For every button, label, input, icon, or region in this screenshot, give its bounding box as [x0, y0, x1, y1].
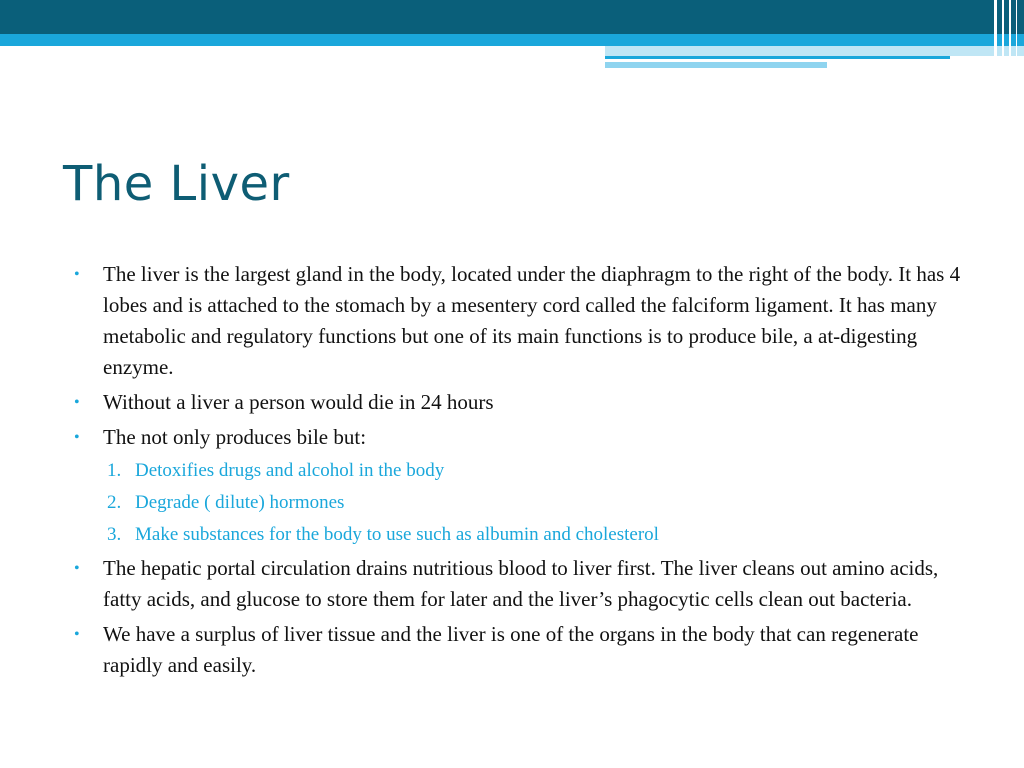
header-stripe — [1002, 0, 1004, 70]
numbered-list — [70, 457, 970, 549]
header-stripe — [1016, 0, 1017, 70]
item-number: 3. — [107, 524, 122, 545]
header-stripe — [1009, 0, 1011, 70]
item-number: 2. — [107, 492, 122, 513]
bullet-icon: • — [74, 626, 80, 643]
bullet-list-continued — [70, 553, 970, 681]
slide-body — [70, 259, 970, 685]
bullet-item — [70, 387, 970, 418]
bullet-text: The liver is the largest gland in the body, located under the diaphragm to the right of the body. It has 4 lobes and is attached to the stomach by a mesentery cord called the falciform ligament. It has many metabolic and regulatory functions but one of its main functions is to produce bile, a at-digesting enzyme. — [103, 262, 961, 379]
numbered-item — [70, 489, 970, 517]
bullet-text: The hepatic portal circulation drains nutritious blood to liver first. The liver cleans out amino acids, fatty acids, and glucose to store them for later and the liver’s phagocytic cells clean out bacteria. — [103, 556, 939, 611]
bullet-list — [70, 259, 970, 453]
bullet-text: Without a liver a person would die in 24 hours — [103, 390, 494, 414]
numbered-text: Detoxifies drugs and alcohol in the body — [135, 460, 445, 481]
header-accent-light — [605, 46, 1024, 56]
item-number: 1. — [107, 460, 122, 481]
numbered-item — [70, 457, 970, 485]
bullet-icon: • — [74, 266, 80, 283]
slide-title: The Liver — [63, 156, 290, 212]
header-accent-line — [605, 56, 950, 59]
bullet-icon: • — [74, 394, 80, 411]
bullet-text: The not only produces bile but: — [103, 425, 367, 449]
header-bar — [0, 0, 1024, 34]
bullet-icon: • — [74, 560, 80, 577]
numbered-item — [70, 521, 970, 549]
bullet-item — [70, 619, 970, 681]
header-stripe — [994, 0, 997, 70]
bullet-item — [70, 422, 970, 453]
bullet-item — [70, 553, 970, 615]
numbered-text: Degrade ( dilute) hormones — [135, 492, 345, 513]
header-accent-band — [0, 34, 1024, 46]
bullet-item — [70, 259, 970, 383]
bullet-text: We have a surplus of liver tissue and the liver is one of the organs in the body that can regenerate rapidly and easily. — [103, 622, 919, 677]
header-accent-line-short — [605, 62, 827, 68]
numbered-text: Make substances for the body to use such as albumin and cholesterol — [135, 524, 659, 545]
bullet-icon: • — [74, 429, 80, 446]
